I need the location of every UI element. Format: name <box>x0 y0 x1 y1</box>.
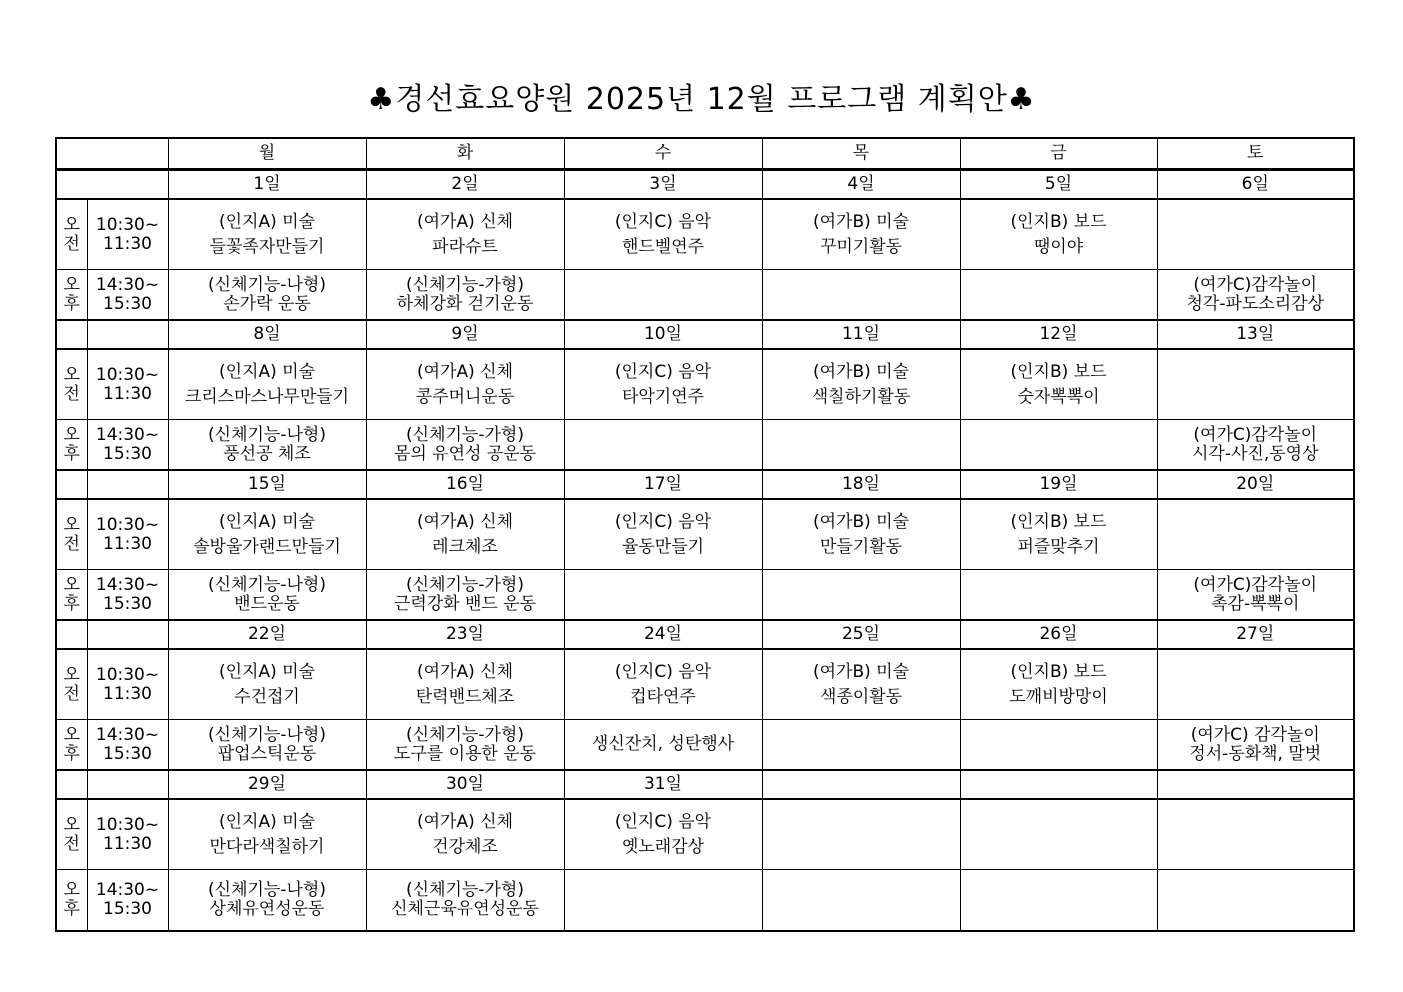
date-row <box>56 170 1354 200</box>
am-session-row <box>56 199 1354 270</box>
header-corner-cell <box>56 138 168 170</box>
date-cell: 25일 <box>762 620 960 649</box>
activity-line: (신체기능-가형) <box>406 424 524 445</box>
activity-cell <box>1157 570 1354 621</box>
activity-line: 팝업스틱운동 <box>217 743 317 764</box>
period-label: 후 <box>63 899 80 919</box>
date-row-label-cell <box>56 620 87 649</box>
date-cell: 1일 <box>168 170 366 200</box>
date-cell <box>1157 770 1354 799</box>
date-cell: 26일 <box>960 620 1157 649</box>
time-cell <box>87 349 168 420</box>
activity-line: 정서-동화책, 말벗 <box>1189 743 1322 764</box>
activity-line: 만들기활동 <box>819 536 903 557</box>
pm-session-row <box>56 420 1354 471</box>
activity-line: (여가B) 미술 <box>812 211 910 232</box>
date-row-label-cell <box>87 620 168 649</box>
weekday-header-cell: 월 <box>168 138 366 170</box>
date-cell: 2일 <box>366 170 564 200</box>
activity-line: (여가A) 신체 <box>417 211 513 232</box>
period-label: 전 <box>63 683 80 704</box>
time-label: 10:30~ <box>95 364 160 385</box>
weekday-header-cell: 금 <box>960 138 1157 170</box>
activity-line: 도구를 이용한 운동 <box>393 743 537 764</box>
date-row-label-cell <box>87 470 168 499</box>
time-cell <box>87 649 168 720</box>
am-session-row <box>56 799 1354 870</box>
time-label: 14:30~ <box>95 424 160 445</box>
activity-cell <box>366 420 564 471</box>
activity-line: 땡이야 <box>1033 236 1084 257</box>
activity-line: 생신잔치, 성탄행사 <box>591 734 735 754</box>
activity-line: (인지C) 음악 <box>614 811 712 832</box>
period-cell <box>56 349 87 420</box>
activity-cell <box>960 199 1157 270</box>
date-row-label-cell <box>87 770 168 799</box>
time-label: 10:30~ <box>95 664 160 685</box>
weekday-header-row <box>56 138 1354 170</box>
activity-line: 솔방울가랜드만들기 <box>193 536 341 557</box>
activity-cell <box>762 199 960 270</box>
date-cell: 13일 <box>1157 320 1354 349</box>
activity-cell <box>1157 870 1354 932</box>
activity-line: (신체기능-나형) <box>208 724 326 745</box>
weekday-header-cell: 수 <box>564 138 762 170</box>
activity-line: (인지A) 미술 <box>219 811 315 832</box>
period-label: 오 <box>63 514 80 535</box>
period-label: 오 <box>63 364 80 385</box>
activity-cell <box>564 799 762 870</box>
activity-line: 옛노래감상 <box>621 836 705 857</box>
activity-line: 파라슈트 <box>432 236 498 257</box>
activity-line: (인지C) 음악 <box>614 661 712 682</box>
activity-line: 타악기연주 <box>621 386 705 407</box>
activity-line: (인지C) 음악 <box>614 511 712 532</box>
weekday-header-cell: 목 <box>762 138 960 170</box>
time-label: 11:30 <box>103 383 152 404</box>
weekday-header-cell: 화 <box>366 138 564 170</box>
period-label: 후 <box>63 443 80 464</box>
activity-cell <box>1157 799 1354 870</box>
activity-cell <box>564 349 762 420</box>
activity-line: (여가C)감각놀이 <box>1193 424 1318 445</box>
activity-line: 청각-파도소리감상 <box>1186 293 1324 314</box>
period-label: 오 <box>63 274 80 295</box>
date-row-label-cell <box>87 320 168 349</box>
period-cell <box>56 570 87 621</box>
activity-line: 수건접기 <box>234 686 300 707</box>
activity-cell <box>168 420 366 471</box>
activity-line: 색칠하기활동 <box>811 386 911 407</box>
activity-line: 핸드벨연주 <box>621 236 705 257</box>
time-label: 15:30 <box>103 743 152 764</box>
time-cell <box>87 199 168 270</box>
period-label: 후 <box>63 743 80 764</box>
date-cell: 29일 <box>168 770 366 799</box>
activity-cell <box>762 420 960 471</box>
activity-cell <box>168 799 366 870</box>
period-label: 전 <box>63 383 80 404</box>
activity-line: 시각-사진,동영상 <box>1192 443 1319 464</box>
time-cell <box>87 499 168 570</box>
activity-cell <box>366 799 564 870</box>
activity-cell <box>168 649 366 720</box>
time-label: 15:30 <box>103 593 152 614</box>
activity-line: (여가A) 신체 <box>417 511 513 532</box>
activity-cell <box>366 870 564 932</box>
activity-line: 레크체조 <box>432 536 498 557</box>
activity-cell <box>960 349 1157 420</box>
activity-line: (인지A) 미술 <box>219 211 315 232</box>
activity-cell <box>960 870 1157 932</box>
activity-line: (여가C)감각놀이 <box>1193 274 1318 295</box>
period-cell <box>56 199 87 270</box>
schedule-body <box>56 138 1354 931</box>
period-label: 오 <box>63 880 80 900</box>
period-cell <box>56 720 87 771</box>
activity-line: (여가B) 미술 <box>812 511 910 532</box>
date-cell <box>960 770 1157 799</box>
activity-cell <box>564 570 762 621</box>
date-row <box>56 320 1354 349</box>
activity-line: (신체기능-가형) <box>406 574 524 595</box>
activity-cell <box>366 499 564 570</box>
date-cell: 31일 <box>564 770 762 799</box>
activity-line: 율동만들기 <box>621 536 705 557</box>
period-label: 오 <box>63 814 80 835</box>
activity-line: (인지B) 보드 <box>1010 661 1107 682</box>
activity-line: (신체기능-가형) <box>406 724 524 745</box>
date-row-label-cell <box>56 170 168 200</box>
date-cell: 20일 <box>1157 470 1354 499</box>
activity-line: 콩주머니운동 <box>415 386 515 407</box>
time-cell <box>87 270 168 321</box>
date-row-label-cell <box>56 770 87 799</box>
activity-line: (인지A) 미술 <box>219 361 315 382</box>
activity-cell <box>1157 649 1354 720</box>
activity-line: (여가C)감각놀이 <box>1193 574 1318 595</box>
pm-session-row <box>56 270 1354 321</box>
activity-line: (신체기능-나형) <box>208 424 326 445</box>
activity-line: (신체기능-가형) <box>406 274 524 295</box>
period-cell <box>56 420 87 471</box>
activity-line: 도깨비방망이 <box>1009 686 1108 707</box>
time-label: 14:30~ <box>95 274 160 295</box>
activity-line: 상체유연성운동 <box>209 899 325 919</box>
date-row-label-cell <box>56 470 87 499</box>
activity-cell <box>960 799 1157 870</box>
activity-line: 색종이활동 <box>819 686 903 707</box>
activity-line: 탄력밴드체조 <box>415 686 515 707</box>
activity-cell <box>564 270 762 321</box>
period-cell <box>56 649 87 720</box>
activity-cell <box>168 349 366 420</box>
activity-line: (여가A) 신체 <box>417 811 513 832</box>
activity-line: (인지A) 미술 <box>219 511 315 532</box>
period-label: 후 <box>63 293 80 314</box>
time-label: 11:30 <box>103 833 152 854</box>
activity-cell <box>564 420 762 471</box>
date-cell: 6일 <box>1157 170 1354 200</box>
activity-cell <box>960 720 1157 771</box>
date-cell: 11일 <box>762 320 960 349</box>
date-cell: 16일 <box>366 470 564 499</box>
activity-cell <box>960 499 1157 570</box>
period-label: 후 <box>63 593 80 614</box>
time-label: 14:30~ <box>95 724 160 745</box>
time-label: 15:30 <box>103 899 152 919</box>
schedule-table <box>55 137 1355 932</box>
date-cell: 22일 <box>168 620 366 649</box>
activity-line: (인지C) 음악 <box>614 211 712 232</box>
period-label: 전 <box>63 233 80 254</box>
date-cell: 23일 <box>366 620 564 649</box>
period-label: 전 <box>63 833 80 854</box>
period-label: 오 <box>63 724 80 745</box>
time-cell <box>87 420 168 471</box>
am-session-row <box>56 649 1354 720</box>
activity-line: 퍼즐맞추기 <box>1017 536 1100 557</box>
weekday-header-cell: 토 <box>1157 138 1354 170</box>
time-cell <box>87 570 168 621</box>
activity-cell <box>564 499 762 570</box>
activity-line: 컵타연주 <box>630 686 696 707</box>
date-row-label-cell <box>56 320 87 349</box>
date-cell <box>762 770 960 799</box>
period-label: 오 <box>63 664 80 685</box>
activity-cell <box>564 199 762 270</box>
activity-cell <box>1157 270 1354 321</box>
time-label: 11:30 <box>103 233 152 254</box>
date-cell: 17일 <box>564 470 762 499</box>
period-label: 오 <box>63 424 80 445</box>
activity-cell <box>366 570 564 621</box>
date-row <box>56 620 1354 649</box>
activity-cell <box>168 199 366 270</box>
date-row <box>56 470 1354 499</box>
activity-line: 풍선공 체조 <box>223 443 311 464</box>
activity-line: (신체기능-나형) <box>208 574 326 595</box>
activity-cell <box>960 420 1157 471</box>
activity-line: 들꽃족자만들기 <box>209 236 325 257</box>
time-label: 14:30~ <box>95 880 160 900</box>
date-cell: 18일 <box>762 470 960 499</box>
activity-line: 손가락 운동 <box>223 293 311 314</box>
activity-line: (여가C) 감각놀이 <box>1190 724 1320 745</box>
time-cell <box>87 720 168 771</box>
activity-line: 근력강화 밴드 운동 <box>393 593 537 614</box>
activity-cell <box>1157 420 1354 471</box>
activity-cell <box>1157 349 1354 420</box>
time-cell <box>87 870 168 932</box>
activity-line: 숫자뽁뽁이 <box>1017 386 1100 407</box>
activity-line: 크리스마스나무만들기 <box>184 386 350 407</box>
activity-cell <box>762 649 960 720</box>
activity-cell <box>168 270 366 321</box>
period-label: 오 <box>63 574 80 595</box>
period-cell <box>56 870 87 932</box>
activity-line: (신체기능-나형) <box>208 274 326 295</box>
activity-cell <box>762 870 960 932</box>
time-label: 15:30 <box>103 443 152 464</box>
activity-cell <box>960 270 1157 321</box>
activity-cell <box>1157 499 1354 570</box>
activity-line: 밴드운동 <box>234 593 300 614</box>
date-cell: 5일 <box>960 170 1157 200</box>
time-label: 15:30 <box>103 293 152 314</box>
period-label: 오 <box>63 214 80 235</box>
date-cell: 27일 <box>1157 620 1354 649</box>
activity-line: (여가B) 미술 <box>812 361 910 382</box>
activity-line: (여가B) 미술 <box>812 661 910 682</box>
activity-cell <box>1157 199 1354 270</box>
activity-line: 신체근육유연성운동 <box>391 899 539 919</box>
activity-cell <box>762 270 960 321</box>
page-title: ♣경선효요양원 2025년 12월 프로그램 계획안♣ <box>367 82 1036 117</box>
activity-line: (여가A) 신체 <box>417 361 513 382</box>
activity-line: (인지C) 음악 <box>614 361 712 382</box>
activity-cell <box>168 570 366 621</box>
activity-line: 꾸미기활동 <box>819 236 903 257</box>
activity-cell <box>762 720 960 771</box>
time-label: 10:30~ <box>95 514 160 535</box>
activity-cell <box>960 570 1157 621</box>
activity-cell <box>1157 720 1354 771</box>
activity-cell <box>366 270 564 321</box>
time-label: 10:30~ <box>95 214 160 235</box>
activity-cell <box>366 199 564 270</box>
period-cell <box>56 499 87 570</box>
date-cell: 12일 <box>960 320 1157 349</box>
activity-cell <box>762 349 960 420</box>
activity-line: 건강체조 <box>432 836 498 857</box>
activity-line: (인지B) 보드 <box>1010 211 1107 232</box>
activity-line: 촉감-뽁뽁이 <box>1211 593 1300 614</box>
date-cell: 24일 <box>564 620 762 649</box>
activity-cell <box>762 570 960 621</box>
activity-line: 몸의 유연성 공운동 <box>393 443 537 464</box>
activity-line: 하체강화 걷기운동 <box>396 293 534 314</box>
pm-session-row <box>56 870 1354 932</box>
activity-cell <box>564 649 762 720</box>
time-cell <box>87 799 168 870</box>
activity-cell <box>168 499 366 570</box>
date-cell: 8일 <box>168 320 366 349</box>
time-label: 14:30~ <box>95 574 160 595</box>
activity-cell <box>960 649 1157 720</box>
date-cell: 19일 <box>960 470 1157 499</box>
activity-line: (신체기능-가형) <box>406 880 524 900</box>
date-cell: 10일 <box>564 320 762 349</box>
activity-cell <box>762 799 960 870</box>
time-label: 11:30 <box>103 533 152 554</box>
date-cell: 4일 <box>762 170 960 200</box>
period-cell <box>56 270 87 321</box>
am-session-row <box>56 349 1354 420</box>
activity-line: (인지B) 보드 <box>1010 361 1107 382</box>
time-label: 10:30~ <box>95 814 160 835</box>
activity-cell <box>168 870 366 932</box>
time-label: 11:30 <box>103 683 152 704</box>
pm-session-row <box>56 570 1354 621</box>
period-cell <box>56 799 87 870</box>
activity-line: (신체기능-나형) <box>208 880 326 900</box>
activity-line: (인지A) 미술 <box>219 661 315 682</box>
date-cell: 15일 <box>168 470 366 499</box>
activity-cell <box>168 720 366 771</box>
date-cell: 30일 <box>366 770 564 799</box>
activity-line: (인지B) 보드 <box>1010 511 1107 532</box>
activity-cell <box>366 349 564 420</box>
date-cell: 3일 <box>564 170 762 200</box>
date-cell: 9일 <box>366 320 564 349</box>
activity-cell <box>564 720 762 771</box>
activity-cell <box>366 649 564 720</box>
activity-line: 만다라색칠하기 <box>209 836 325 857</box>
am-session-row <box>56 499 1354 570</box>
activity-cell <box>366 720 564 771</box>
period-label: 전 <box>63 533 80 554</box>
date-row <box>56 770 1354 799</box>
activity-line: (여가A) 신체 <box>417 661 513 682</box>
activity-cell <box>564 870 762 932</box>
pm-session-row <box>56 720 1354 771</box>
activity-cell <box>762 499 960 570</box>
